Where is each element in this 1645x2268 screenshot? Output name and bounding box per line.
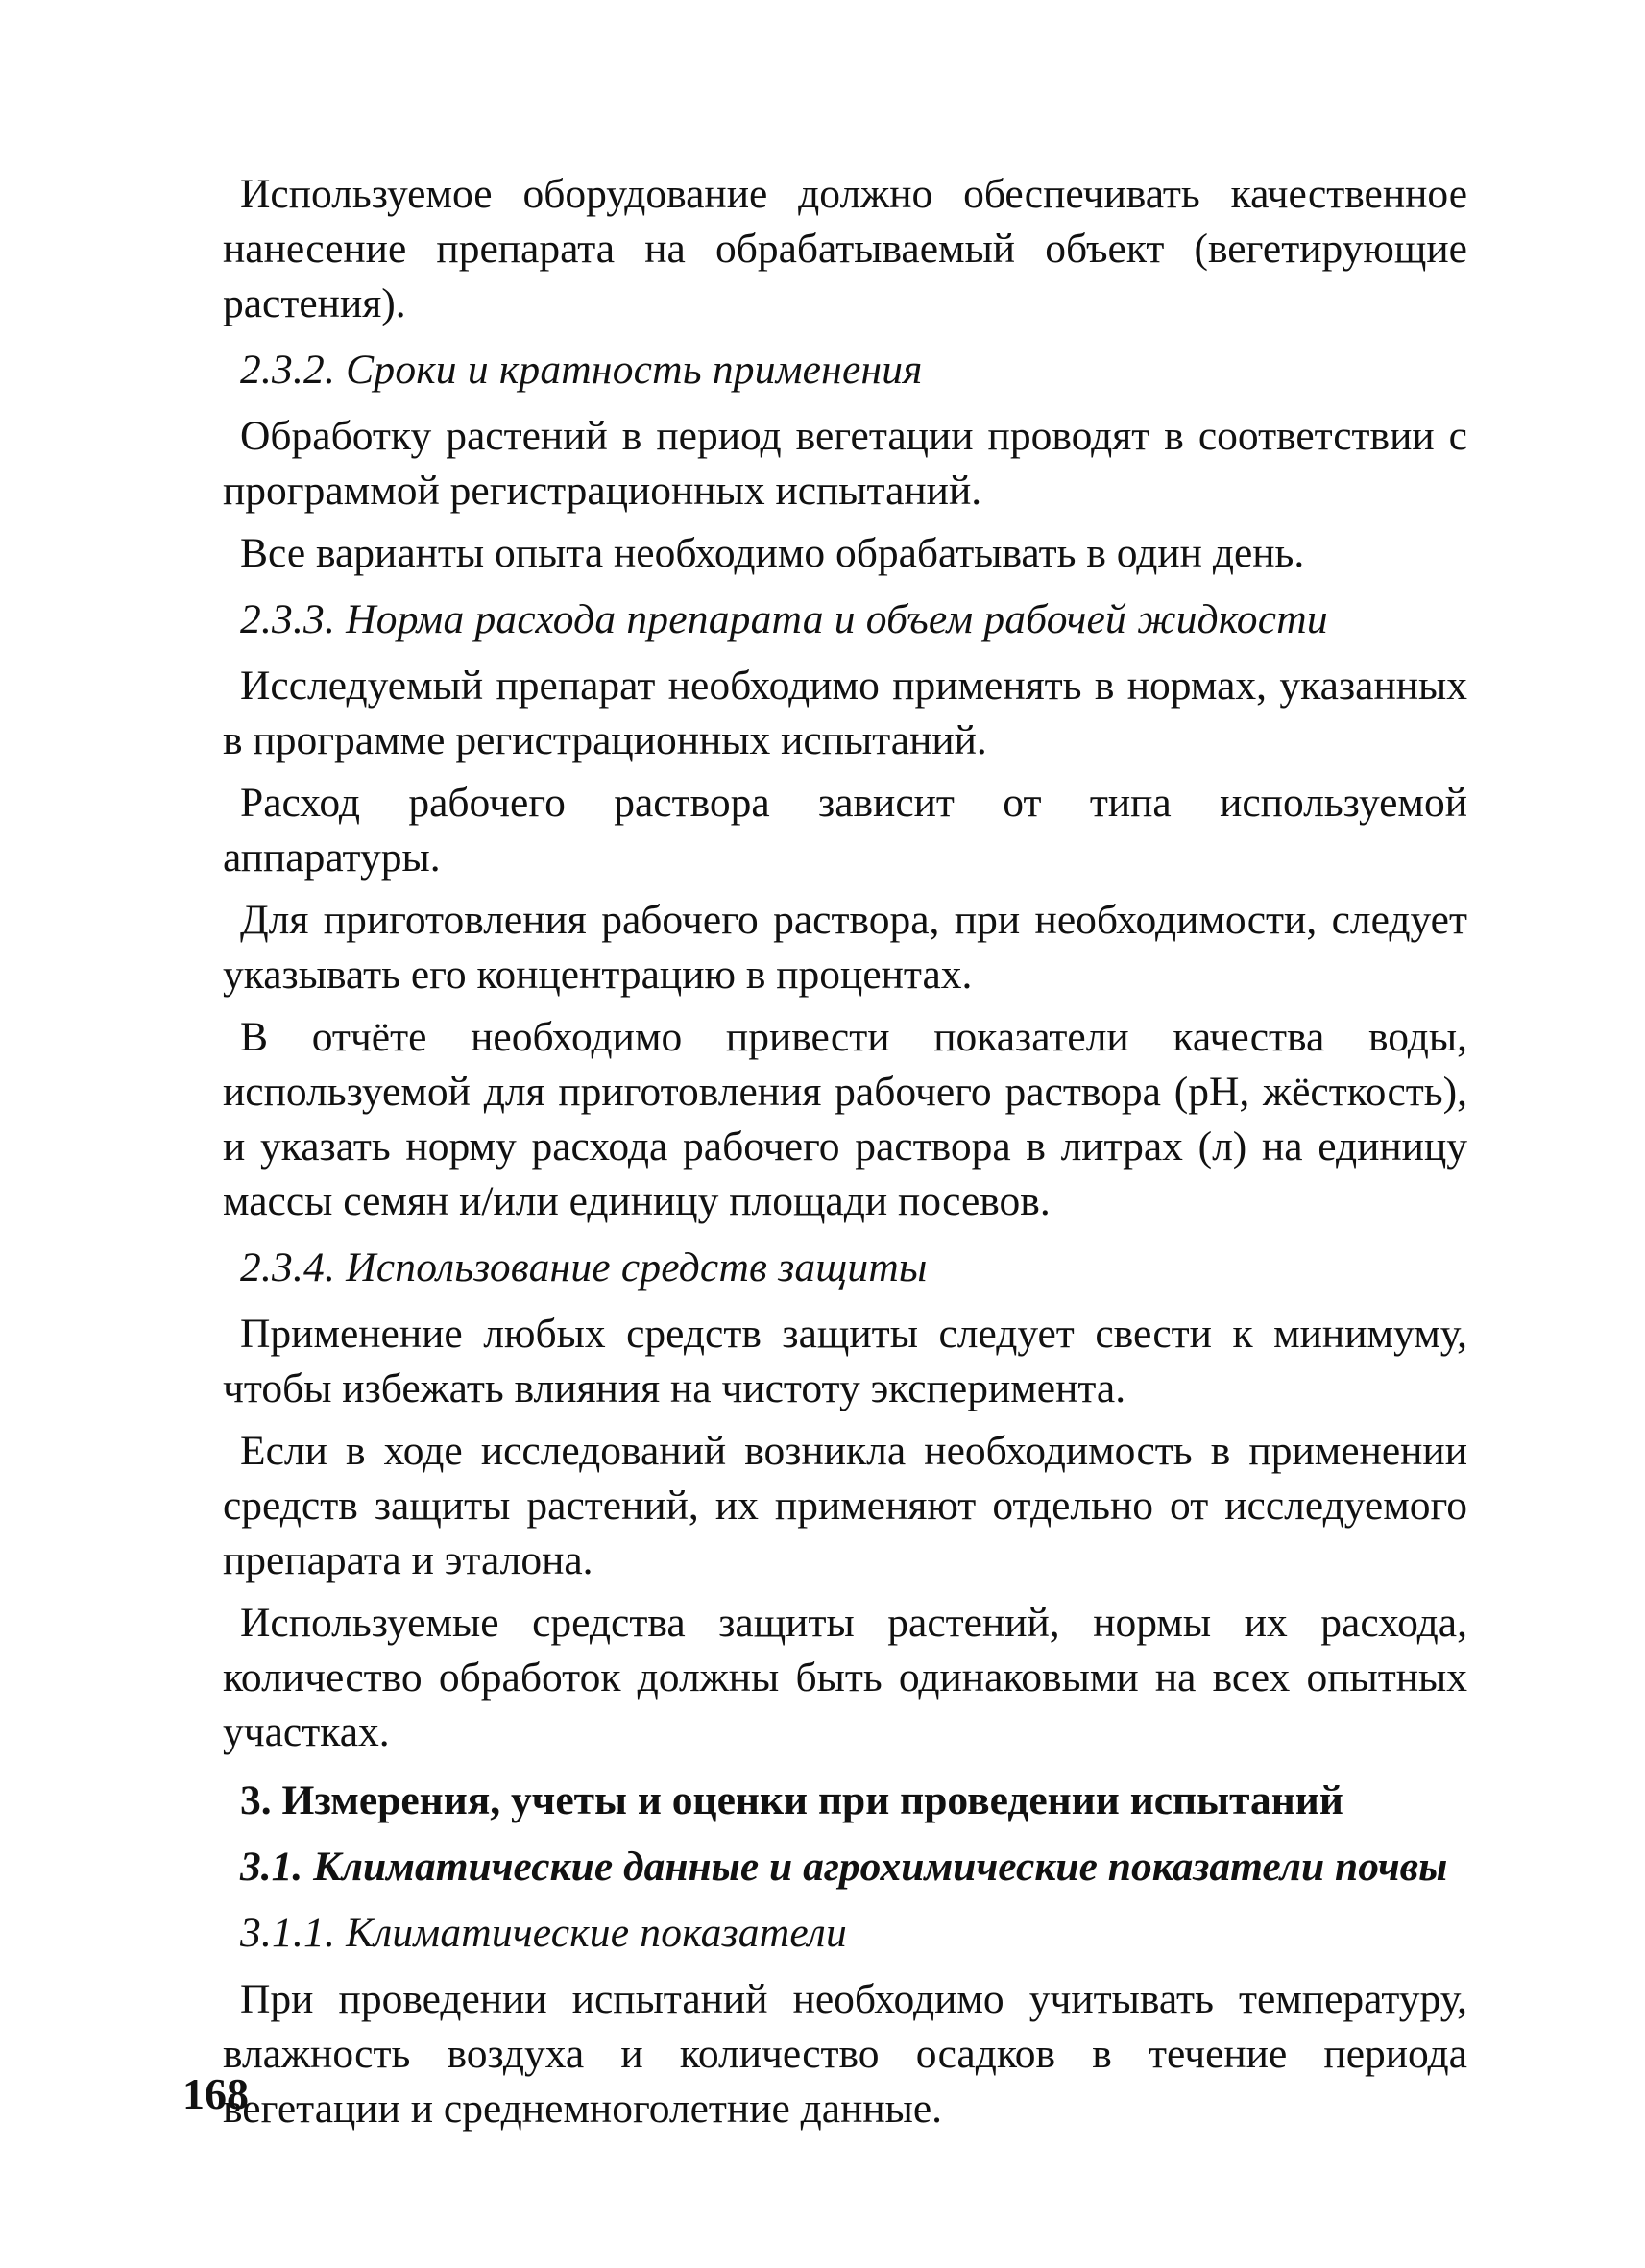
- paragraph-same-day: Все варианты опыта необходимо обрабатывать в один день.: [240, 530, 1305, 576]
- paragraph-protection-minimum: Применение любых средств защиты следует свести к минимуму, чтобы избежать влияния на чистоту эксперимента.: [223, 1311, 1467, 1411]
- subheading-2-3-2: 2.3.2. Сроки и кратность применения: [240, 347, 923, 393]
- paragraph-protection-separately: Если в ходе исследований возникла необходимость в применении средств защиты растений, их применяют отдельно от исследуемого препарата и эталона.: [223, 1428, 1467, 1583]
- paragraph-vegetation-treatment: Обработку растений в период вегетации проводят в соответствии с программой регистрационных испытаний.: [223, 413, 1467, 514]
- section-heading-3-1: 3.1. Климатические данные и агрохимические показатели почвы: [240, 1844, 1448, 1890]
- paragraph-solution-consumption: Расход рабочего раствора зависит от типа используемой аппаратуры.: [223, 780, 1467, 881]
- paragraph-protection-uniform: Используемые средства защиты растений, нормы их расхода, количество обработок должны быть одинаковыми на всех опытных участках.: [223, 1600, 1467, 1755]
- subheading-2-3-3: 2.3.3. Норма расхода препарата и объем рабочей жидкости: [240, 596, 1328, 642]
- section-heading-3: 3. Измерения, учеты и оценки при проведении испытаний: [240, 1777, 1343, 1823]
- page-body: [223, 167, 1467, 2136]
- subheading-3-1-1: 3.1.1. Климатические показатели: [240, 1910, 847, 1956]
- page-number: 168: [182, 2069, 249, 2118]
- paragraph-water-quality: В отчёте необходимо привести показатели качества воды, используемой для приготовления рабочего раствора (рН, жёсткость), и указать норму расхода рабочего раствора в литрах (л) на единицу массы семян и/или единицу площади посевов.: [223, 1014, 1467, 1224]
- paragraph-concentration: Для приготовления рабочего раствора, при необходимости, следует указывать его концентрацию в процентах.: [223, 897, 1467, 998]
- paragraph-equipment: Используемое оборудование должно обеспечивать качественное нанесение препарата на обрабатываемый объект (вегетирующие растения).: [223, 171, 1467, 326]
- paragraph-dosage: Исследуемый препарат необходимо применять в нормах, указанных в программе регистрационных испытаний.: [223, 663, 1467, 763]
- subheading-2-3-4: 2.3.4. Использование средств защиты: [240, 1244, 928, 1291]
- paragraph-climate: При проведении испытаний необходимо учитывать температуру, влажность воздуха и количество осадков в течение периода вегетации и среднемноголетние данные.: [223, 1976, 1467, 2132]
